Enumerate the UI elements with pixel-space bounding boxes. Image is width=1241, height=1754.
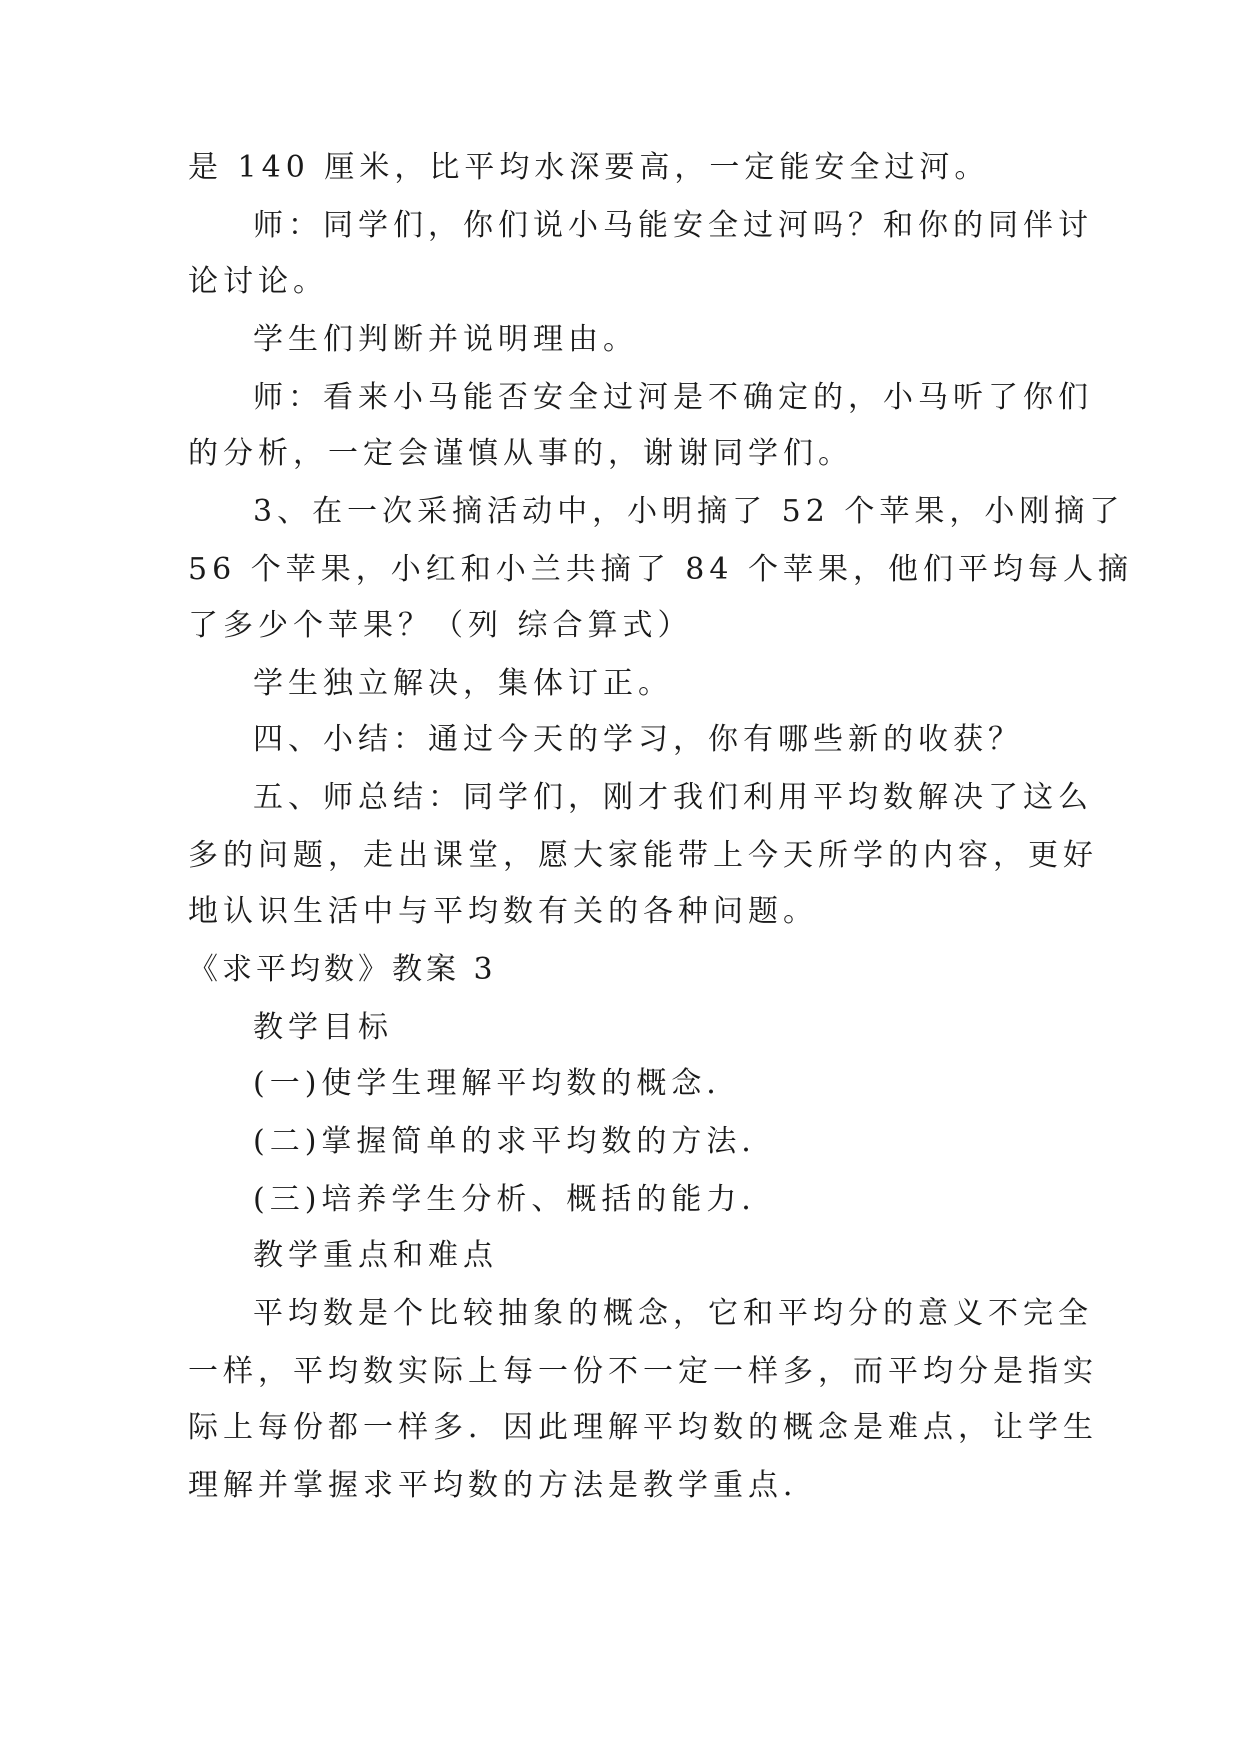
paragraph-line: 平均数是个比较抽象的概念，它和平均分的意义不完全	[253, 1296, 1093, 1331]
paragraph-line: 五、师总结：同学们，刚才我们利用平均数解决了这么	[253, 780, 1093, 815]
paragraph-line: 一样，平均数实际上每一份不一定一样多，而平均分是指实	[188, 1354, 1098, 1389]
paragraph-line: 学生独立解决，集体订正。	[253, 666, 673, 701]
paragraph-line: 地认识生活中与平均数有关的各种问题。	[188, 894, 818, 929]
paragraph-line: 理解并掌握求平均数的方法是教学重点．	[188, 1468, 818, 1503]
subheading: 教学重点和难点	[253, 1238, 498, 1273]
paragraph-line: 的分析，一定会谨慎从事的，谢谢同学们。	[188, 436, 853, 471]
paragraph-line: 学生们判断并说明理由。	[253, 322, 638, 357]
list-item: (三)培养学生分析、概括的能力．	[253, 1182, 777, 1217]
paragraph-line: 际上每份都一样多．因此理解平均数的概念是难点，让学生	[188, 1410, 1098, 1445]
paragraph-line: 是 140 厘米，比平均水深要高，一定能安全过河。	[188, 150, 990, 185]
paragraph-line: 56 个苹果，小红和小兰共摘了 84 个苹果，他们平均每人摘	[188, 552, 1133, 587]
paragraph-line: 四、小结：通过今天的学习，你有哪些新的收获？	[253, 722, 1023, 757]
section-heading: 《求平均数》教案 3	[188, 952, 497, 987]
paragraph-line: 了多少个苹果？（列 综合算式）	[188, 608, 693, 643]
list-item: (二)掌握简单的求平均数的方法．	[253, 1124, 777, 1159]
paragraph-line: 师：看来小马能否安全过河是不确定的，小马听了你们	[253, 380, 1093, 415]
paragraph-line: 师：同学们，你们说小马能安全过河吗？和你的同伴讨	[253, 208, 1093, 243]
paragraph-line: 多的问题，走出课堂，愿大家能带上今天所学的内容，更好	[188, 838, 1098, 873]
paragraph-line: 论讨论。	[188, 264, 328, 299]
subheading: 教学目标	[253, 1010, 393, 1045]
list-item: (一)使学生理解平均数的概念．	[253, 1066, 742, 1101]
paragraph-line: 3、在一次采摘活动中，小明摘了 52 个苹果，小刚摘了	[253, 494, 1125, 529]
